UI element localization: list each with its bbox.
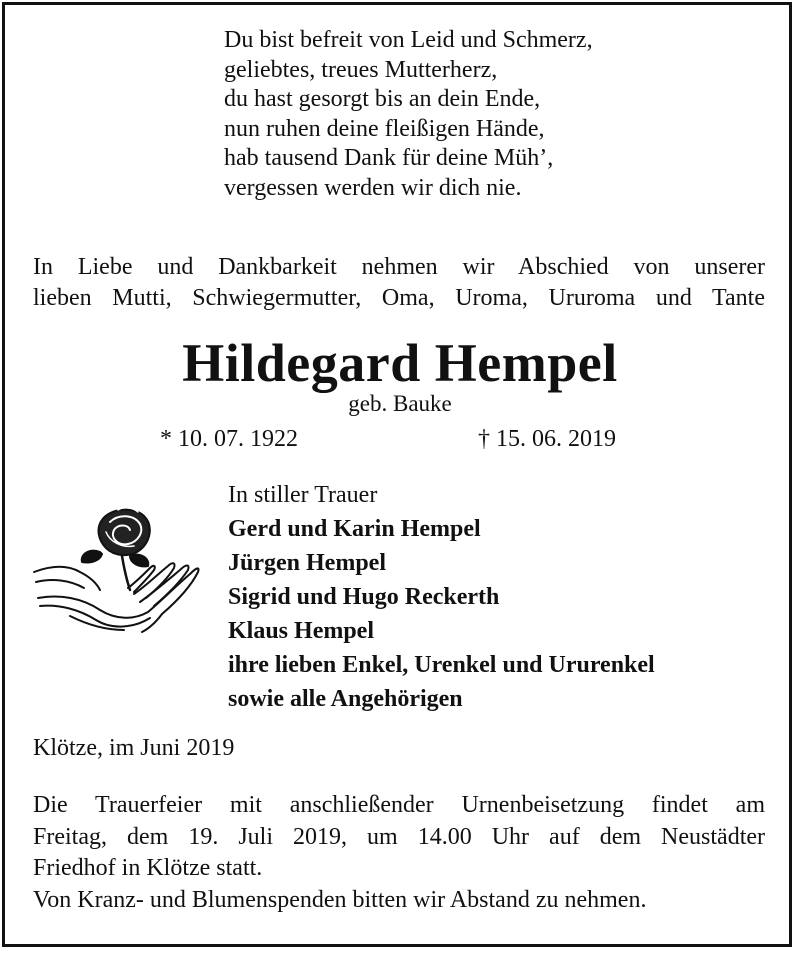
poem-line: geliebtes, treues Mutterherz, (224, 56, 498, 83)
service-line: Freitag, dem 19. Juli 2019, um 14.00 Uhr auf dem Neustädter (33, 823, 765, 850)
poem-line: du hast gesorgt bis an dein Ende, (224, 86, 541, 112)
poem-line: hab tausend Dank für deine Müh’, (224, 145, 554, 171)
deceased-name: Hildegard Hempel (182, 333, 618, 393)
mourner-name: Sigrid und Hugo Reckerth (228, 584, 500, 610)
intro-line: lieben Mutti, Schwiegermutter, Oma, Uroma, Ururoma und Tante (33, 285, 765, 311)
intro-line: In Liebe und Dankbarkeit nehmen wir Abschied von unserer (33, 254, 765, 280)
funeral-service-info (33, 790, 765, 916)
death-date: † 15. 06. 2019 (478, 426, 616, 452)
poem-line: Du bist befreit von Leid und Schmerz, (224, 27, 593, 53)
mourner-name: Gerd und Karin Hempel (228, 516, 481, 542)
poem-line: vergessen werden wir dich nie. (224, 174, 522, 201)
birth-date: * 10. 07. 1922 (160, 426, 298, 452)
farewell-intro (33, 252, 765, 314)
mourner-name: sowie alle Angehörigen (228, 686, 463, 712)
service-line: Die Trauerfeier mit anschließender Urnenbeisetzung findet am (33, 792, 765, 818)
birth-name: geb. Bauke (348, 391, 452, 416)
mourner-name: ihre lieben Enkel, Urenkel und Ururenkel (228, 652, 655, 678)
mourners-list (228, 478, 655, 716)
service-line: Friedhof in Klötze statt. (33, 855, 263, 881)
service-line: Von Kranz- und Blumenspenden bitten wir Abstand zu nehmen. (33, 886, 647, 913)
place-and-date: Klötze, im Juni 2019 (33, 735, 235, 761)
mourner-name: Jürgen Hempel (228, 550, 386, 576)
mourner-name: Klaus Hempel (228, 618, 375, 644)
mourners-intro: In stiller Trauer (228, 482, 378, 508)
poem-line: nun ruhen deine fleißigen Hände, (224, 115, 545, 142)
memorial-poem (224, 26, 593, 203)
rose-in-hands-icon (30, 502, 200, 642)
